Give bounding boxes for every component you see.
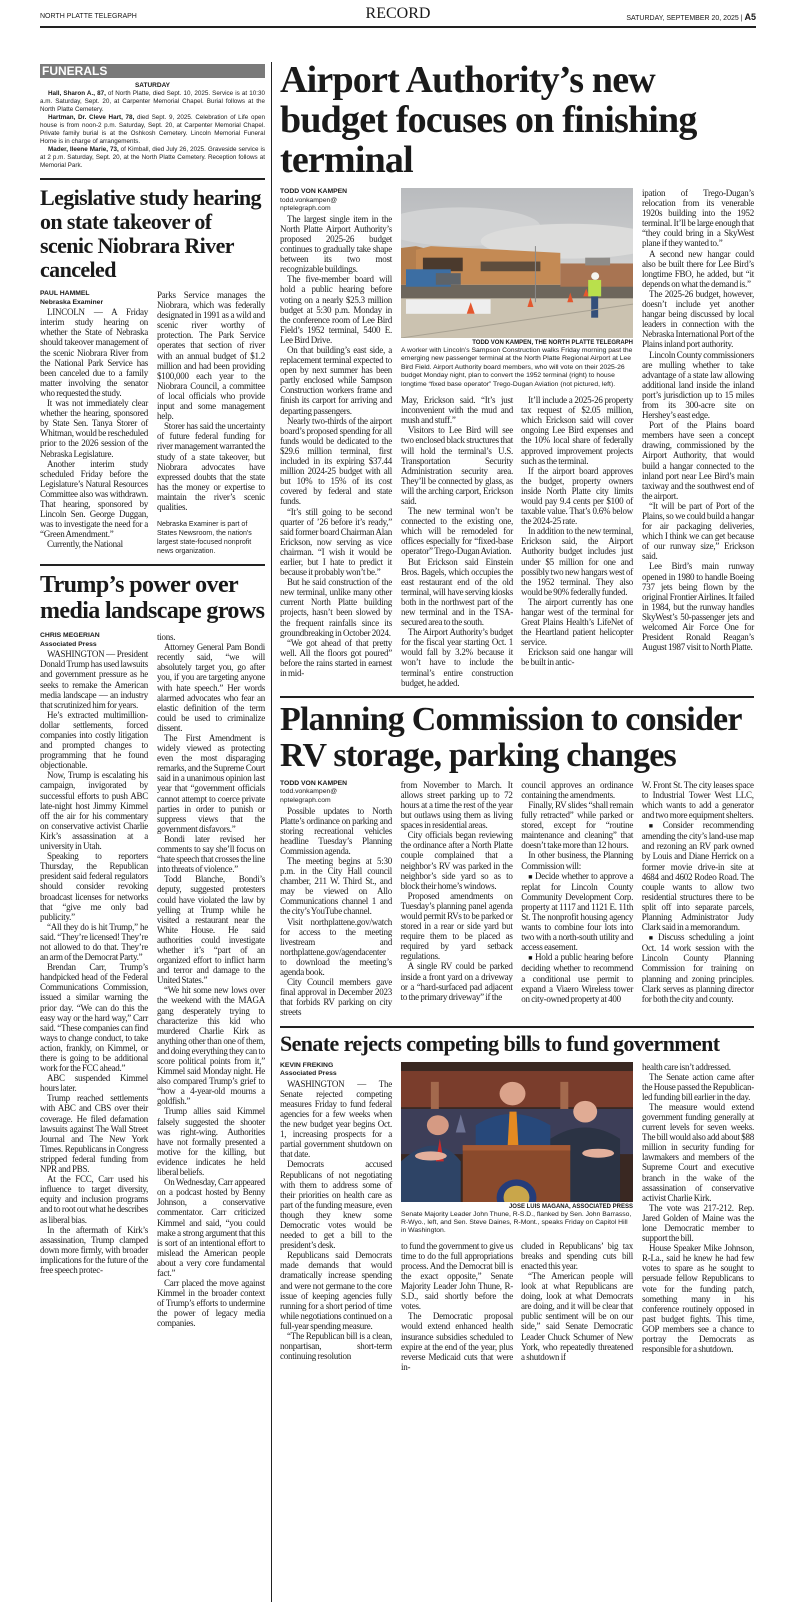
trump-column-1 (40, 632, 148, 1328)
trump-column-2 (157, 632, 265, 1328)
paragraph: “We hit some new lows over the weekend with the MAGA gang desperately trying to characterize this kid who murdered Charlie Kirk as anything other than one of them, and doing everything they can to score political points from it,” Kimmel said Monday night. He also compared Trump’s grief to “how a 4-year-old mourns a goldfish.” (157, 985, 265, 1107)
page-number: A5 (744, 12, 756, 22)
paragraph: It was not immediately clear whether the hearing, sponsored by State Sen. Tanya Storer of Whitman, would be rescheduled prior to the 2026 session of the Nebraska Legislature. (40, 398, 148, 459)
headline-planning (280, 702, 754, 774)
headline-senate: Senate rejects competing bills to fund government (280, 1030, 720, 1056)
article-airport (280, 60, 754, 688)
niobrara-column-1 (40, 290, 148, 556)
paragraph: ipation of Trego-Dugan’s relocation from its venerable 1920s building into the 1952 terminal. It’ll be large enough that “they could bring in a SkyWest plane if they wanted to.” (642, 188, 754, 249)
headline-line-1: Planning Commission to consider (280, 700, 742, 738)
paragraph: The measure would extend government funding generally at current levels for seven weeks. The bill would also add about $88 million in security funding for lawmakers and members of the Supreme Court and executive branch in the wake of the assassination of conservative activist Charlie Kirk. (642, 1101, 754, 1203)
paragraph: The First Amendment is widely viewed as protecting even the most disparaging remarks, and the Supreme Court said in a unanimous opinion last year that “government officials cannot attempt to coerce private parties in order to punish or suppress views that the government disfavors.” (157, 733, 265, 834)
paragraph: On that building’s east side, a replacement terminal expected to open by next summer has been partly enclosed while Sampson Construction workers frame and finish its carport for arriving and departing passengers. (280, 345, 392, 416)
article-niobrara (40, 186, 265, 556)
agenda-item (521, 871, 633, 953)
funeral-name: Hall, Sharon A., 87, (48, 90, 106, 97)
paragraph: Brendan Carr, Trump’s handpicked head of the Federal Communications Commission, issued a similar warning the prior day. “We can do this the easy way or the hard way,” Carr said. “These companies can find ways to change conduct, to take action, frankly, on Kimmel, or there is going to be additional work for the FCC ahead.” (40, 962, 148, 1074)
trump-columns (40, 632, 265, 1328)
paragraph: In the aftermath of Kirk’s assassination, Trump clamped down more firmly, with broader implications for the future of the free speech protec- (40, 1224, 148, 1275)
paragraph: Speaking to reporters Thursday, the Republican president said federal regulators should consider revoking broadcast licenses for networks that “give me only bad publicity.” (40, 851, 148, 922)
divider-rule (40, 178, 265, 180)
paragraph: “The American people will look at what Republicans are doing, look at what Democrats are doing, and it will be clear that public sentiment will be on our side,” said Senate Democratic Leader Chuck Schumer of New York, who repeatedly threatened a shutdown if (521, 1271, 633, 1362)
page-folio (40, 0, 756, 28)
paragraph: Port of the Plains board members have seen a concept drawing, commissioned by the Airport Authority, that would build a hangar connected to the inland port near Lee Bird’s main taxiway and the southwest end of the airport. (642, 420, 754, 501)
headline-line-2: RV storage, parking changes (280, 736, 676, 774)
senate-grid (280, 1062, 754, 1372)
paragraph: The airport currently has one hangar west of the terminal for Great Plains Health’s LifeNet of the Heartland patient helicopter service. (521, 596, 633, 648)
paragraph: council approves an ordinance containing the amendments. (521, 779, 634, 800)
paragraph: Lee Bird’s main runway opened in 1980 to handle Boeing 737 jets being flown by the original Frontier Airlines. It failed in 1984, but the runway handles SkyWest’s 50-passenger jets and welcomed Air Force One for President Ronald Reagan’s August 1987 visit to North Platte. (642, 561, 754, 653)
paragraph: Parks Service manages the Niobrara, which was federally designated in 1991 as a wild and scenic river worthy of protection. The Park Service operates that section of river with an annual budget of $1.2 million and had been providing $100,000 each year to the Niobrara Council, a committee of local officials who provide input and some management help. (157, 290, 265, 422)
funeral-text: of North Platte, died Sept. 10, 2025. Service is at 10:30 a.m. Saturday, Sept. 20, at Carpenter Memorial Chapel. Burial follows at the North Platte Cemetery. (40, 90, 265, 113)
article-body (280, 806, 392, 1018)
paragraph: The 2025-26 budget, however, doesn’t include yet another hangar being discussed by local leaders in connection with the Nebraska International Port of the Plains inland port authority. (642, 288, 754, 350)
paragraph: In other business, the Planning Commission will: (521, 850, 634, 871)
paragraph: But Erickson said Einstein Bros. Bagels, which occupies the east restaurant end of the old terminal, will have serving kiosks both in the northwest part of the new terminal and in the TSA-secured area to the south. (401, 556, 513, 628)
article-body (157, 290, 265, 512)
airport-column-1 (280, 188, 392, 688)
publisher-tagline: Nebraska Examiner is part of States Newsroom, the nation’s largest state-focused nonprofit news organization. (157, 521, 252, 556)
planning-column-3 (521, 780, 633, 1018)
planning-column-4 (642, 780, 754, 1018)
paragraph: The meeting begins at 5:30 p.m. in the City Hall council chamber, 211 W. Third St., and may be viewed on Allo Communications channel 1 and the city’s YouTube channel. (280, 856, 392, 917)
headline-niobrara: Legislative study hearing on state takeover of scenic Niobrara River canceled (40, 185, 261, 282)
funerals-title: FUNERALS (42, 64, 108, 78)
author-email-line-2: nptelegraph.com (280, 205, 331, 213)
paragraph: Visit northplattene.gov/watch for access to the meeting livestream and northplattene.gov/agendacenter to download the meeting’s agenda book. (280, 916, 392, 978)
author-org: Associated Press (40, 640, 97, 648)
paragraph: health care isn’t addressed. (642, 1061, 731, 1072)
byline (280, 188, 392, 214)
niobrara-column-2 (157, 290, 265, 556)
paragraph: Republicans said Democrats made demands that would dramatically increase spending and were not germane to the core issue of keeping agencies fully running for a short period of time while negotiations continued on a full-year spending measure. (280, 1250, 392, 1331)
folio-date (626, 12, 756, 22)
senate-column-3 (521, 1241, 633, 1372)
paragraph: Currently, the National (47, 539, 123, 550)
paragraph: May, Erickson said. “It’s just inconvenient with the mud and mush and stuff.” (401, 395, 513, 426)
bullet-icon (649, 932, 658, 942)
paragraph: “We got ahead of that pretty well. All the floors got poured” before the rains started in earnest in mid- (280, 637, 392, 678)
paragraph: City officials began reviewing the ordinance after a North Platte couple complained that a neighbor’s RV was parked in the neighbor’s side yard so as to block their home’s windows. (400, 830, 513, 891)
paragraph: City Council members gave final approval in December 2023 that forbids RV parking on city streets (280, 977, 392, 1018)
article-senate (280, 1031, 754, 1372)
paragraph: Bondi later revised her comments to say she’ll focus on “hate speech that crosses the line into threats of violence.” (157, 833, 265, 875)
airport-column-4 (642, 188, 754, 688)
paragraph: House Speaker Mike Johnson, R-La., said he knew he had few votes to spare as he sought to persuade fellow Republicans to vote for the funding patch, something many in his conference routinely opposed in past budget fights. This time, GOP members see a chance to portray the Democrats as responsible for a shutdown. (642, 1243, 754, 1355)
paragraph: Trump reached settlements with ABC and CBS over their coverage. He filed defamation lawsuits against The Wall Street Journal and The New York Times. Republicans in Congress stripped federal funding from NPR and PBS. (40, 1093, 148, 1175)
funerals-day: SATURDAY (134, 82, 171, 89)
paragraph: “The Republican bill is a clean, nonpartisan, short-term continuing resolution (280, 1331, 392, 1362)
planning-column-1 (280, 780, 392, 1018)
paragraph: It’ll include a 2025-26 property tax request of $2.05 million, which Erickson said will cover ongoing Lee Bird expenses and the 10% local share of federally approved improvement projects such as the terminal. (521, 395, 633, 466)
paragraph: from November to March. It allows street parking up to 72 hours at a time the rest of the year but outlaws using them as living spaces in residential areas. (400, 779, 513, 831)
section-title: RECORD (365, 5, 431, 22)
author-email-line-2: nptelegraph.com (280, 796, 331, 804)
funerals-section (40, 64, 265, 170)
photo-image (401, 1062, 633, 1202)
photo-image (401, 188, 633, 338)
paragraph: The five-member board will hold a public hearing before voting on a nearly $25.3 million budget at 5:30 p.m. Monday in the conference room of Lee Bird Field’s 1952 terminal, 5400 E. Lee Bird Drive. (280, 274, 392, 345)
agenda-text: Hold a public hearing before deciding whether to recommend a conditional use permit to expand a Viaero Wireless tower on city-owned property at 400 (521, 952, 634, 1004)
paper-name: NORTH PLATTE TELEGRAPH (40, 13, 137, 20)
paragraph: Democrats accused Republicans of not negotiating with them to address some of their priorities on health care as part of the funding measure, even though they knew some Democratic votes would be needed to get a bill to the president’s desk. (280, 1159, 392, 1251)
paragraph: The Senate action came after the House passed the Republican-led funding bill earlier in the day. (642, 1071, 754, 1102)
photo-caption: Senate Majority Leader John Thune, R-S.D., flanked by Sen. John Barrasso, R-Wyo., left, and Sen. Steve Daines, R-Mont., speaks Friday on Capitol Hill in Washington. (401, 1210, 632, 1235)
paragraph: Erickson said one hangar will be built in antic- (521, 647, 633, 668)
paragraph: WASHINGTON — President Donald Trump has used lawsuits and government pressure as he seeks to remake the American media landscape — an industry that scrutinized him for years. (40, 649, 149, 710)
photo-credit: JOSE LUIS MAGANA, ASSOCIATED PRESS (508, 1203, 633, 1210)
paragraph: W. Front St. The city leases space to Industrial Tower West LLC, which wants to add a generator and two more equipment shelters. (641, 779, 754, 821)
airport-grid (280, 188, 754, 688)
funeral-name: Hartman, Dr. Cleve Hart, 78, (48, 114, 135, 121)
planning-column-2 (401, 780, 513, 1018)
author-name: TODD VON KAMPEN (280, 188, 348, 195)
article-body (40, 307, 148, 549)
article-body (280, 214, 392, 678)
airport-column-3 (521, 395, 633, 688)
airport-middle (401, 188, 633, 688)
funeral-text: died Sept. 9, 2025. Celebration of Life open house is from noon-2 p.m. Saturday, Sept. 20, at Carpenter Memorial Chapel. Private family burial is at the Oshkosh Cemetery. Lincoln Memorial Funeral Home is in charge of arrangements. (40, 114, 265, 145)
paragraph: The vote was 217-212. Rep. Jared Golden of Maine was the lone Democratic member to support the bill. (642, 1202, 754, 1244)
article-trump-media (40, 572, 265, 1328)
paragraph: cluded in Republicans’ big tax breaks and spending cuts bill enacted this year. (521, 1240, 633, 1271)
funerals-header (40, 64, 265, 78)
bullet-icon (649, 820, 663, 830)
planning-grid (280, 780, 754, 1018)
headline-trump-media: Trump’s power over media landscape grows (40, 572, 265, 625)
byline (280, 1062, 392, 1079)
airport-column-2 (401, 395, 513, 688)
paragraph: “It will be part of Port of the Plains, so we could build a hangar for air packaging deliveries, which I think we can get because of our runway size,” Erickson said. (642, 500, 754, 562)
paragraph: Storer has said the uncertainty of future federal funding for river management warranted the study of a state takeover, but Niobrara advocates have expressed doubts that the state has the money or expertise to maintain the river’s scenic qualities. (157, 421, 265, 512)
paragraph: Nearly two-thirds of the airport board’s proposed spending for all funds would be dedicated to the $29.6 million terminal, first included in its expiring $37.44 million 2024-25 budget with all but 10% to 15% of its cost covered by federal and state funds. (280, 415, 392, 507)
funeral-text: of Kimball, died July 26, 2025. Graveside service is at 2 p.m. Saturday, Sept. 20, at the North Platte Cemetery. Reception follows at Memorial Park. (40, 146, 265, 169)
paragraph: A single RV could be parked inside a front yard on a driveway or a “hard-surfaced pad adjacent to the primary driveway” if the (400, 961, 513, 1002)
paragraph: Finally, RV slides “shall remain fully retracted” while parked or stored, except for “routine maintenance and cleaning” that doesn’t take more than 12 hours. (521, 799, 634, 851)
senate-middle (401, 1062, 633, 1372)
airport-lower-columns (401, 395, 633, 688)
byline (40, 632, 148, 649)
senate-press-photo (401, 1062, 633, 1202)
agenda-item (642, 820, 754, 932)
paragraph: The Airport Authority’s budget for the fiscal year starting Oct. 1 would fall by 3.2% because it won’t have to include the terminal’s entire construction budget, he added. (401, 627, 513, 688)
funeral-name: Mader, Ileene Marie, 73, (48, 146, 119, 153)
paragraph: The new terminal won’t be connected to the existing one, which will be remodeled for offices especially for “fixed-base operator” Trego-Dugan Aviation. (401, 506, 513, 557)
paragraph: Attorney General Pam Bondi recently said, “we will absolutely target you, go after you, if you are targeting anyone with hate speech.” Her words alarmed advocates who fear an elastic definition of the term could be used to criminalize dissent. (157, 642, 265, 733)
folio-separator: | (740, 15, 743, 22)
paragraph: LINCOLN — A Friday interim study hearing on whether the State of Nebraska should takeover management of the scenic Niobrara River from the National Park Service has been canceled due to a family matter involving the senator who requested the study. (40, 307, 148, 398)
main-area (280, 60, 754, 1372)
paragraph: Carr placed the move against Kimmel in the broader context of Trump’s efforts to undermine the power of legacy media companies. (157, 1278, 265, 1329)
funeral-entry (40, 146, 265, 170)
paragraph: Now, Trump is escalating his campaign, invigorated by successful efforts to push ABC late-night host Jimmy Kimmel off the air for his commentary on conservative activist Charlie Kirk’s assassination at a university in Utah. (40, 770, 148, 852)
byline (280, 780, 392, 806)
paragraph: Another interim study scheduled Friday before the Legislature’s Natural Resources Committee also was withdrawn. That hearing, sponsored by Lincoln Sen. George Duggan, was to investigate the need for a “Green Amendment.” (40, 458, 148, 540)
byline (40, 290, 148, 307)
paragraph: Trump allies said Kimmel falsely suggested the shooter was right-wing. Authorities have not formally presented a motive for the killing, but evidence indicates he held liberal beliefs. (157, 1106, 265, 1178)
paragraph: The largest single item in the North Platte Airport Authority’s proposed 2025-26 budget continues to gradually take shape between its two most recognizable buildings. (280, 213, 392, 275)
paragraph: On Wednesday, Carr appeared on a podcast hosted by Benny Johnson, a conservative commentator. Carr criticized Kimmel and said, “you could make a strong argument that this is sort of an intentional effort to mislead the American people about a very core fundamental fact.” (157, 1177, 265, 1278)
paragraph: Possible updates to North Platte’s ordinance on parking and storing recreational vehicles headline Tuesday’s Planning Commission agenda. (280, 805, 392, 856)
paragraph: The Democratic proposal would extend enhanced health insurance subsidies scheduled to expire at the end of the year, plus reverse Medicaid cuts that were in- (401, 1311, 513, 1372)
funeral-entry (40, 90, 265, 114)
divider-rule (280, 696, 754, 698)
bullet-icon (528, 871, 535, 881)
paragraph: Visitors to Lee Bird will see two enclosed black structures that will hold the terminal’s U.S. Transportation Security Administration security area. They’ll be connected by glass, as will the arching carport, Erickson said. (401, 425, 513, 506)
agenda-text: Discuss scheduling a joint Oct. 14 work session with the Lincoln County Planning Commission for training on planning and zoning principles. Clark serves as planning director for both the city and county. (641, 932, 754, 1004)
article-body (280, 1079, 392, 1362)
terminal-construction-photo (401, 188, 633, 338)
headline-airport: Airport Authority’s new budget focuses on finishing terminal (280, 59, 697, 181)
paragraph: ABC suspended Kimmel hours later. (40, 1073, 148, 1094)
paragraph: In addition to the new terminal, Erickson said, the Airport Authority budget includes just under $5 million for one and possibly two new hangars west of the 1952 terminal. They also would be 90% federally funded. (521, 526, 633, 597)
author-email-line-1: todd.vonkampen@ (280, 196, 338, 204)
funeral-entry (40, 114, 265, 146)
airport-body (280, 188, 754, 688)
agenda-text: Consider recommending amending the city’s land-use map and rezoning an RV park owned by Louis and Diane Herrick on a former movie drive-in site at 4684 and 4602 Rodeo Road. The couple wants to allow two residential structures there to be split off into separate parcels, Planning Administrator Judy Clark said in a memorandum. (641, 820, 754, 933)
left-rail (40, 64, 265, 1329)
paragraph: to fund the government to give us time to do the full appropriations process. And the Democrat bill is the exact opposite,” Senate Majority Leader John Thune, R-S.D., said shortly before the votes. (401, 1240, 513, 1312)
paragraph: “All they do is hit Trump,” he said. “They’re licensed! They’re not allowed to do that. They’re an arm of the Democrat Party.” (40, 921, 148, 963)
paragraph: He’s extracted multimillion-dollar settlements, forced companies into costly litigation and prompted changes to programming that he found objectionable. (40, 709, 148, 771)
paragraph: “It’s still going to be second quarter of ’26 before it’s ready,” said former board Chairman Alan Erickson, now serving as vice chairman. “I wish it would be earlier, but I hate to predict it because it probably won’t be.” (280, 506, 392, 578)
date-text: SATURDAY, SEPTEMBER 20, 2025 (626, 15, 739, 22)
paragraph: But he said construction of the new terminal, unlike many other current North Platte building projects, hasn’t been slowed by the frequent rainfalls since its groundbreaking in October 2024. (280, 577, 392, 638)
author-name: PAUL HAMMEL (40, 290, 90, 297)
author-name: CHRIS MEGERIAN (40, 632, 100, 640)
divider-rule (40, 564, 265, 566)
column-rule (271, 62, 272, 1602)
article-body (157, 632, 265, 1328)
paragraph: WASHINGTON — The Senate rejected competing measures Friday to fund federal agencies for a few weeks when the new budget year begins Oct. 1, increasing prospects for a partial government shutdown on that date. (280, 1078, 392, 1160)
divider-rule (280, 1026, 754, 1028)
senate-column-4 (642, 1062, 754, 1372)
author-org: Associated Press (280, 1070, 337, 1078)
paragraph: Proposed amendments on Tuesday’s planning panel agenda would permit RVs to be parked or stored in a rear or side yard but require them to be placed as required by yard setback regulations. (400, 890, 513, 962)
article-planning (280, 702, 754, 1018)
paragraph: If the airport board approves the budget, property owners inside North Platte city limits would pay 9.4 cents per $100 of taxable value. That’s 0.6% below the 2024-25 rate. (521, 465, 633, 527)
agenda-item (521, 952, 633, 1003)
author-email-line-1: todd.vonkampen@ (280, 788, 338, 796)
paragraph: Lincoln County commissioners are mulling whether to take advantage of a state law allowing additional land inside the inland port’s jurisdiction up to 15 miles from its 300-acre site on Hershey’s east edge. (642, 349, 754, 421)
photo-credit: TODD VON KAMPEN, THE NORTH PLATTE TELEGRAPH (472, 340, 633, 346)
agenda-item (642, 932, 754, 1004)
author-name: TODD VON KAMPEN (280, 779, 348, 787)
paragraph: tions. (157, 632, 176, 643)
senate-column-1 (280, 1062, 392, 1372)
paragraph: At the FCC, Carr used his influence to target diversity, equity and inclusion programs and to root out what he describes as liberal bias. (40, 1174, 148, 1225)
paragraph: Todd Blanche, Bondi’s deputy, suggested protesters could have violated the law by yelling at Trump while he visited a restaurant near the White House. He said authorities could investigate whether it’s “part of an organized effort to inflict harm and terror and damage to the United States.” (157, 874, 265, 986)
niobrara-columns (40, 290, 265, 556)
author-name: KEVIN FREKING (280, 1061, 334, 1069)
senate-lower-columns (401, 1241, 633, 1372)
paragraph: A second new hangar could also be built there for Lee Bird’s longtime FBO, he added, but “it depends on what the demand is.” (642, 248, 754, 289)
senate-column-2 (401, 1241, 513, 1372)
agenda-text: Decide whether to approve a replat for Lincoln County Community Development Corp. property at 1117 and 1121 E. 11th St. The nonprofit housing agency wants to combine four lots into two with a north-south utility and access easement. (521, 870, 634, 953)
funerals-list (40, 82, 265, 170)
article-body (40, 649, 148, 1275)
photo-caption: A worker with Lincoln’s Sampson Construction walks Friday morning past the emerging new passenger terminal at the North Platte Regional Airport at Lee Bird Field. Airport Authority board members, who will vote on their 2025-26 budget Monday night, plan to convert the 1952 terminal (right) to house longtime “fixed base operator” Trego-Dugan Aviation (not pictured, left). (401, 347, 633, 388)
author-org: Nebraska Examiner (40, 298, 104, 306)
